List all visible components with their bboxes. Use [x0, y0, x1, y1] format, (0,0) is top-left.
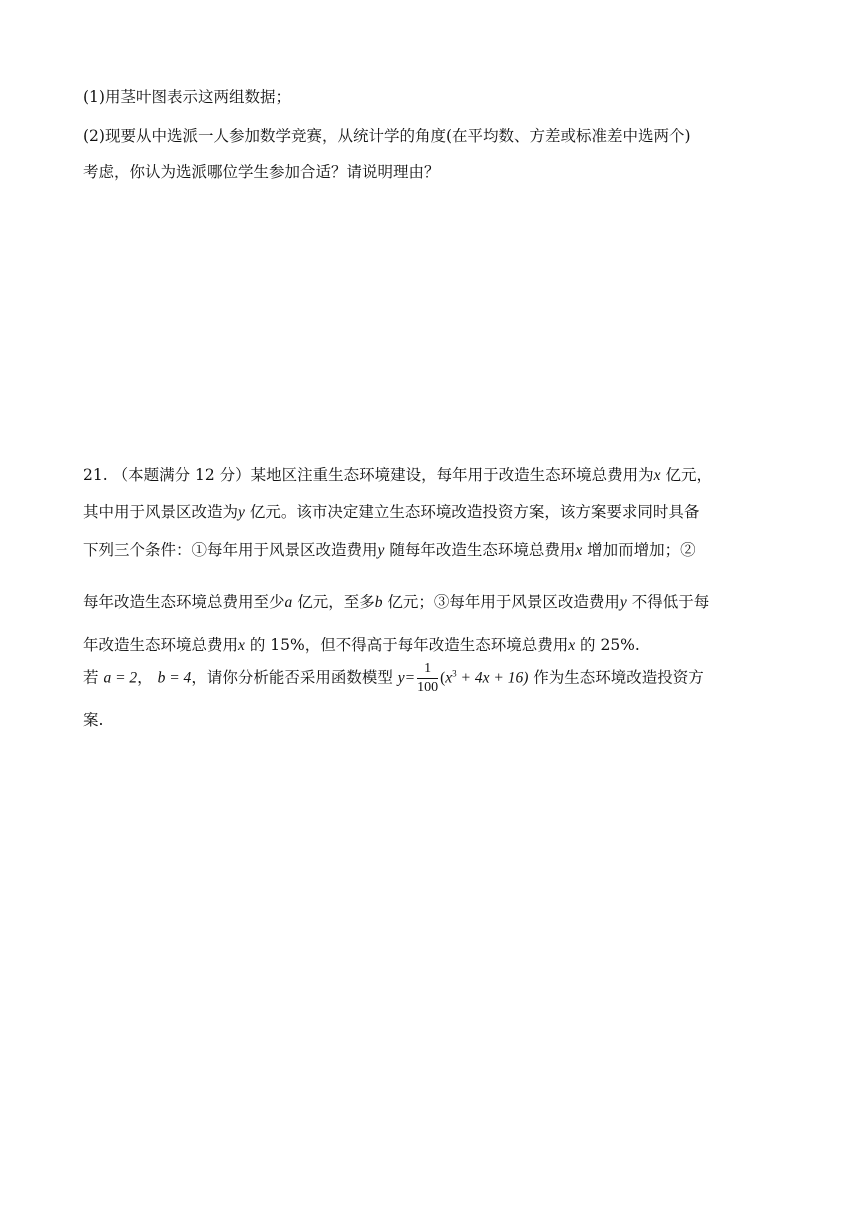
var-x: x	[238, 637, 245, 654]
text: 的 15%，但不得高于每年改造生态环境总费用	[244, 636, 569, 654]
text: 每年改造生态环境总费用至少	[83, 593, 285, 611]
text: 下列三个条件：①每年用于风景区改造费用	[83, 541, 378, 559]
formula-y: y=	[397, 669, 416, 687]
fraction-numerator: 1	[417, 660, 438, 679]
text: ，	[137, 668, 158, 687]
condition-a: a = 2	[103, 669, 138, 687]
var-x: x	[575, 542, 583, 559]
paren-open: (	[440, 669, 446, 687]
text: 21. （本题满分 12 分）某地区注重生态环境建设，每年用于改造生态环境总费用为	[83, 466, 654, 484]
var-x: x	[445, 669, 453, 687]
question-21-line6	[83, 660, 704, 697]
question-21-line7: 案.	[83, 711, 104, 729]
var-x: x	[653, 467, 661, 484]
text: ，请你分析能否采用函数模型	[191, 668, 398, 687]
question-20-part2-line1: (2)现要从中选派一人参加数学竞赛，从统计学的角度(在平均数、方差或标准差中选两个)	[83, 127, 691, 145]
text: 若	[83, 668, 104, 687]
text: 亿元，	[660, 466, 712, 484]
var-y: y	[377, 542, 385, 559]
text: 亿元；③每年用于风景区改造费用	[382, 593, 620, 611]
polynomial-rest: + 4x + 16)	[456, 669, 529, 687]
question-21-line3	[83, 538, 696, 560]
question-21-line4	[83, 590, 709, 612]
text: 增加而增加；②	[582, 541, 696, 559]
condition-b: b = 4	[157, 669, 192, 687]
question-21-line2	[83, 500, 699, 522]
question-20-part2-line2: 考虑，你认为选派哪位学生参加合适？请说明理由？	[83, 163, 440, 181]
var-b: b	[374, 594, 383, 611]
text: 年改造生态环境总费用	[83, 636, 239, 654]
text: 亿元。该市决定建立生态环境改造投资方案，该方案要求同时具备	[244, 503, 700, 521]
text: 其中用于风景区改造为	[83, 503, 239, 521]
question-21-line5	[83, 633, 640, 655]
text: 亿元，至多	[292, 593, 375, 611]
question-20-part1: (1)用茎叶图表示这两组数据；	[83, 88, 291, 106]
var-y: y	[238, 504, 245, 521]
fraction	[417, 660, 438, 697]
fraction-denominator: 100	[417, 680, 439, 695]
exponent: 3	[452, 668, 457, 679]
text: 作为生态环境改造投资方	[528, 668, 704, 687]
var-y: y	[619, 594, 627, 611]
var-a: a	[284, 594, 293, 611]
var-x: x	[568, 637, 576, 654]
text: 随每年改造生态环境总费用	[384, 541, 576, 559]
text: 不得低于每	[626, 593, 710, 611]
question-21-line1	[83, 463, 712, 485]
text: 的 25%.	[575, 636, 640, 654]
